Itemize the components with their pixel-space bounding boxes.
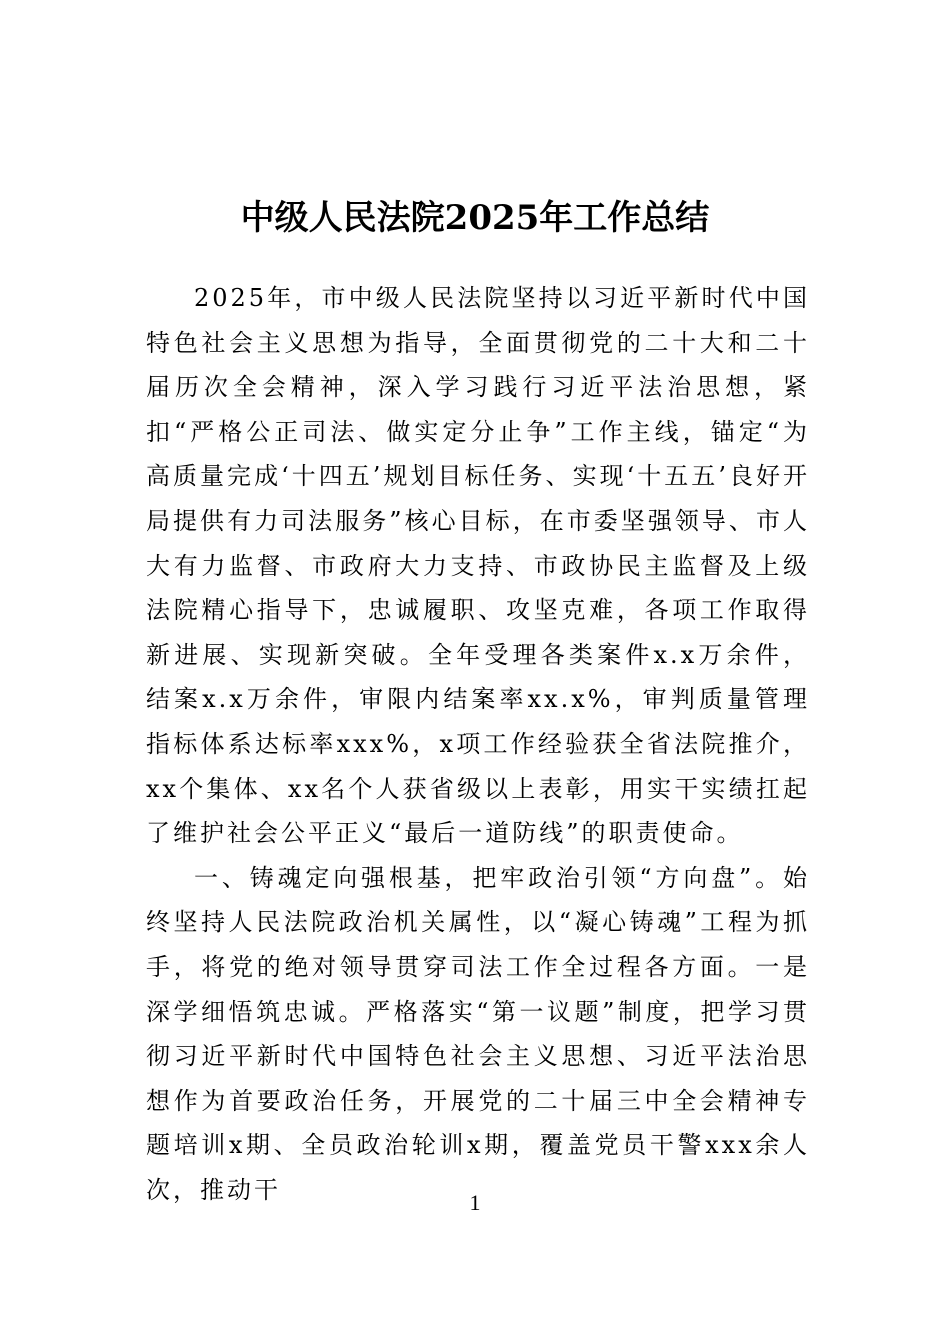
page-number: 1 xyxy=(469,1190,481,1215)
paragraph-section-one: 一、铸魂定向强根基，把牢政治引领“方向盘”。始终坚持人民法院政治机关属性，以“凝心铸魂”工程为抓手，将党的绝对领导贯穿司法工作全过程各方面。一是深学细悟筑忠诚。严格落实“第一议题”制度，把学习贯彻习近平新时代中国特色社会主义思想、习近平法治思想作为首要政治任务，开展党的二十届三中全会精神专题培训x期、全员政治轮训x期，覆盖党员干警xxx余人次，推动干 xyxy=(146,863,810,1204)
paragraph-intro: 2025年，市中级人民法院坚持以习近平新时代中国特色社会主义思想为指导，全面贯彻党的二十大和二十届历次全会精神，深入学习践行习近平法治思想，紧扣“严格公正司法、做实定分止争”工作主线，锚定“为高质量完成‘十四五’规划目标任务、实现‘十五五’良好开局提供有力司法服务”核心目标，在市委坚强领导、市人大有力监督、市政府大力支持、市政协民主监督及上级法院精心指导下，忠诚履职、攻坚克难，各项工作取得新进展、实现新突破。全年受理各类案件x.x万余件，结案x.x万余件，审限内结案率xx.x%，审判质量管理指标体系达标率xxx%，x项工作经验获全省法院推介，xx个集体、xx名个人获省级以上表彰，用实干实绩扛起了维护社会公平正义“最后一道防线”的职责使命。 xyxy=(146,284,810,848)
document-title: 中级人民法院2025年工作总结 xyxy=(240,197,710,238)
document-body xyxy=(146,276,810,1212)
